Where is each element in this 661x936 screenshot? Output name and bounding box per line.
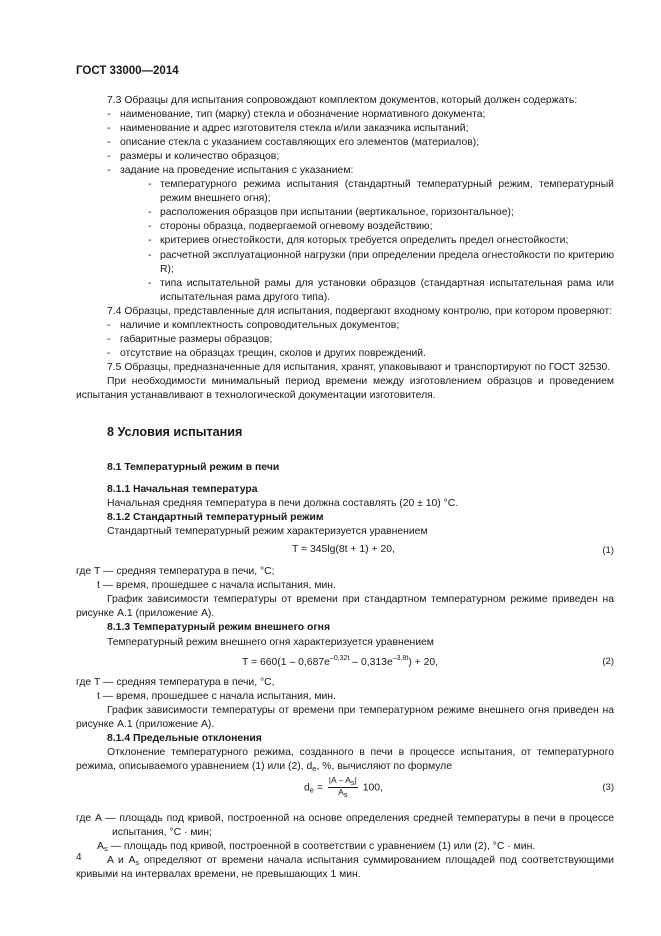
page-number: 4 bbox=[76, 852, 82, 863]
equation-2 bbox=[76, 652, 614, 674]
paragraph-8-1-2-graph: График зависимости температуры от времени при стандартном температурном режиме приведен на рисунке А.1 (приложение А). bbox=[76, 594, 614, 620]
sublist-7-3 bbox=[76, 178, 614, 304]
where-2-b: t — время, прошедшее с начала испытания, мин. bbox=[97, 690, 336, 702]
list-item: - размеры и количество образцов; bbox=[107, 151, 280, 163]
paragraph-8-1-3: Температурный режим внешнего огня характеризуется уравнением bbox=[107, 636, 434, 648]
paragraph-7-4: 7.4 Образцы, представленные для испытания, подвергают входному контролю, при котором проверяют: bbox=[107, 305, 613, 317]
where-1-a: где T — средняя температура в печи, °С; bbox=[76, 566, 275, 578]
paragraph-8-1-2: Стандартный температурный режим характеризуется уравнением bbox=[107, 526, 428, 538]
equation-1-number: (1) bbox=[602, 545, 614, 557]
equation-3 bbox=[76, 776, 614, 806]
where-1-b: t — время, прошедшее с начала испытания, мин. bbox=[97, 580, 336, 592]
paragraph-7-5: 7.5 Образцы, предназначенные для испытания, хранят, упаковывают и транспортируют по ГОСТ 32530. bbox=[107, 361, 611, 373]
list-item: - стороны образца, подвергаемой огневому воздействию; bbox=[148, 221, 433, 233]
list-item: - типа испытательной рамы для установки образцов (стандартная испытательная рама или испытательная рама другого типа). bbox=[148, 277, 614, 303]
list-7-4 bbox=[76, 319, 614, 361]
list-item: - наименование и адрес изготовителя стекла и/или заказчика испытаний; bbox=[107, 123, 469, 135]
heading-8-1-2: 8.1.2 Стандартный температурный режим bbox=[107, 512, 324, 524]
paragraph-8-1-3-graph: График зависимости температуры от времени при температурном режиме внешнего огня приведен на рисунке А.1 (приложение А). bbox=[76, 704, 614, 730]
paragraph-8-1-4-note: A и As определяют от времени начала испытания суммированием площадей под соответствующими кривыми на интервалах времени, не превышающих 1 мин. bbox=[76, 855, 614, 881]
equation-2-number: (2) bbox=[602, 655, 614, 667]
equation-1 bbox=[76, 541, 614, 563]
paragraph-7-3: 7.3 Образцы для испытания сопровождают комплектом документов, который должен содержать: bbox=[107, 95, 578, 106]
equation-3-number: (3) bbox=[602, 781, 614, 793]
list-item: - температурного режима испытания (стандартный температурный режим, температурный режим внешнего огня); bbox=[148, 179, 614, 205]
list-item: - габаритные размеры образцов; bbox=[107, 333, 273, 345]
section-8-title: 8 Условия испытания bbox=[107, 425, 243, 440]
paragraph-8-1-1: Начальная средняя температура в печи должна составлять (20 ± 10) °С. bbox=[107, 498, 459, 510]
paragraph-7-5-note: При необходимости минимальный период времени между изготовлением образцов и проведением испытания устанавливают в технологической документации изготовителя. bbox=[76, 375, 614, 401]
list-7-3 bbox=[76, 108, 614, 178]
list-item: - наличие и комплектность сопроводительных документов; bbox=[107, 319, 400, 331]
list-item: - задание на проведение испытания с указанием: bbox=[107, 165, 354, 177]
list-item: - отсутствие на образцах трещин, сколов и других повреждений. bbox=[107, 347, 426, 359]
heading-8-1-3: 8.1.3 Температурный режим внешнего огня bbox=[107, 622, 331, 634]
where-3-a: где A — площадь под кривой, построенной на основе определения средней температуры в печи в процессе испытания, °С · мин; bbox=[76, 812, 614, 838]
heading-8-1-4: 8.1.4 Предельные отклонения bbox=[107, 732, 262, 744]
document-header: ГОСТ 33000—2014 bbox=[76, 65, 179, 77]
equation-2-formula: $T = 660(1 - 0,687e^{-0,32t} - 0,313e^{-3,8t}) + 20$, bbox=[242, 654, 439, 668]
list-item: - критериев огнестойкости, для которых требуется определить предел огнестойкости; bbox=[148, 235, 569, 247]
list-item: - расчетной эксплуатационной нагрузки (при определении предела огнестойкости по критерию R); bbox=[148, 249, 614, 275]
equation-3-fraction: $\frac{|A - As|}{As}$ bbox=[328, 774, 357, 800]
equation-1-formula: T = 345lg(8t + 1) + 20, bbox=[292, 544, 395, 556]
paragraph-8-1-4: Отклонение температурного режима, созданного в печи в процессе испытания, от температурного режима, описываемого уравнением (1) или (2), de, %, вычисляют по формуле bbox=[76, 746, 614, 773]
list-item: - расположения образцов при испытании (вертикальное, горизонтальное); bbox=[148, 207, 514, 219]
equation-3-formula: de = $\frac{|A - As|}{As}$ 100, bbox=[304, 774, 383, 800]
where-3-b: As — площадь под кривой, построенной в соответствии с уравнением (1) или (2), °С · мин. bbox=[97, 841, 536, 854]
list-item: - описание стекла с указанием составляющих его элементов (материалов); bbox=[107, 137, 480, 149]
page-content bbox=[76, 94, 614, 882]
heading-8-1-1: 8.1.1 Начальная температура bbox=[107, 484, 258, 496]
where-2-a: где T — средняя температура в печи, °С, bbox=[76, 676, 275, 688]
heading-8-1: 8.1 Температурный режим в печи bbox=[107, 462, 280, 474]
list-item: - наименование, тип (марку) стекла и обозначение нормативного документа; bbox=[107, 109, 486, 121]
